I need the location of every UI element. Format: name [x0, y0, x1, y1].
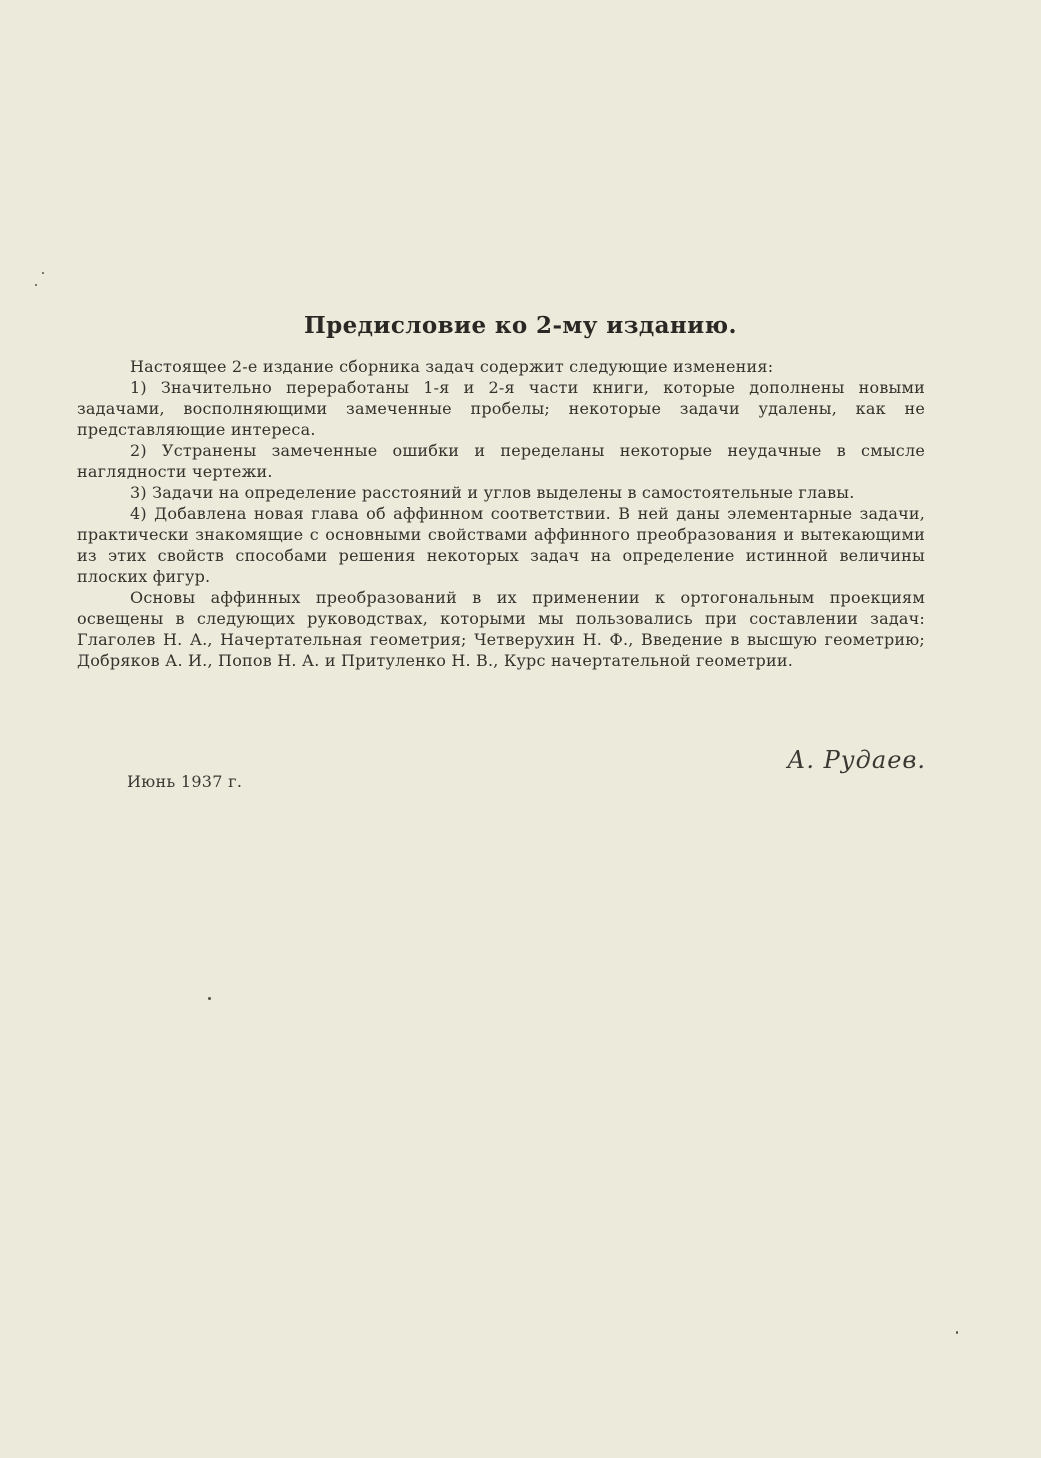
date-line: Июнь 1937 г.	[127, 772, 243, 791]
print-speck	[208, 997, 211, 1000]
print-speck	[956, 1331, 958, 1334]
preface-body	[77, 356, 925, 671]
page-title: Предисловие ко 2-му изданию.	[304, 312, 737, 339]
paragraph-references: Основы аффинных преобразований в их применении к ортогональным проекциям освещены в следующих руководствах, которыми мы пользовались при составлении задач: Глаголев Н. А., Начертательная геометрия; Четверухин Н. Ф., Введение в высшую геометрию; Добряков А. И., Попов Н. А. и Притуленко Н. В., Курс начертательной геометрии.	[77, 588, 925, 670]
paragraph-intro: Настоящее 2-е издание сборника задач содержит следующие изменения:	[130, 357, 774, 376]
paragraph-item-2: 2) Устранены замеченные ошибки и переделаны некоторые неудачные в смысле наглядности чертежи.	[77, 441, 925, 481]
print-speck	[42, 272, 44, 274]
print-speck	[35, 284, 37, 286]
paragraph-item-3: 3) Задачи на определение расстояний и углов выделены в самостоятельные главы.	[130, 483, 855, 502]
paragraph-item-1: 1) Значительно переработаны 1-я и 2-я части книги, которые дополнены новыми задачами, восполняющими замеченные пробелы; некоторые задачи удалены, как не представляющие интереса.	[77, 378, 925, 439]
paragraph-item-4: 4) Добавлена новая глава об аффинном соответствии. В ней даны элементарные задачи, практически знакомящие с основными свойствами аффинного преобразования и вытекающими из этих свойств способами решения некоторых задач на определение истинной величины плоских фигур.	[77, 504, 925, 586]
author-signature: А. Рудаев.	[787, 746, 926, 774]
